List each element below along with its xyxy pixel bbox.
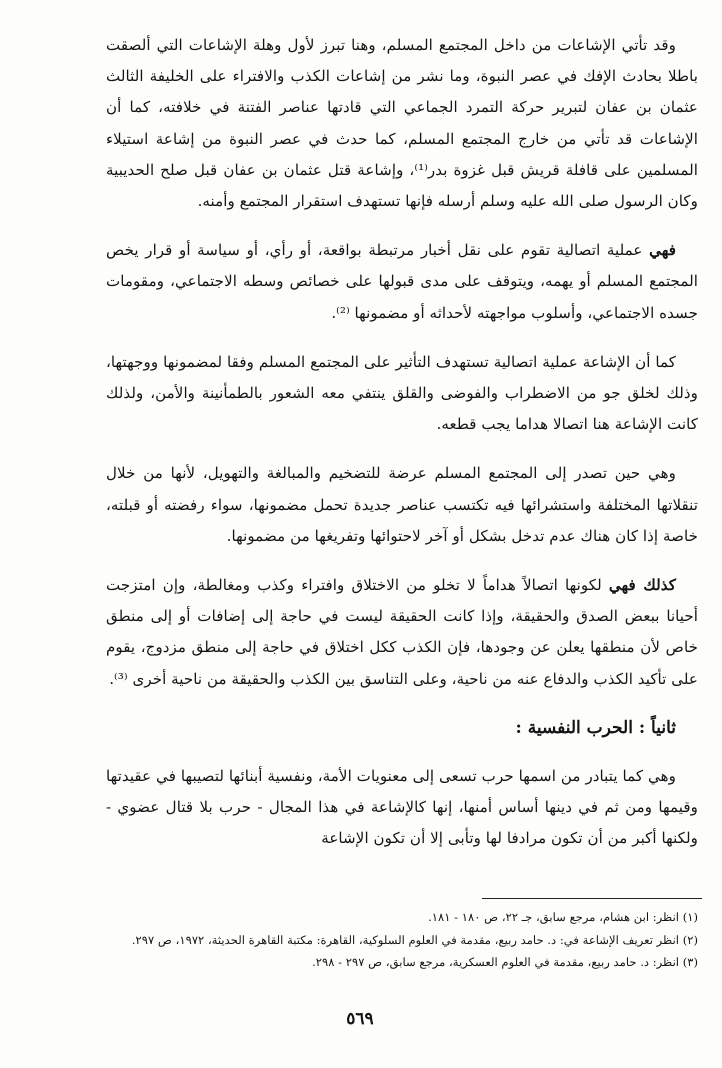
paragraph-rumor-amplification bbox=[106, 458, 698, 552]
paragraph-text: وهي كما يتبادر من اسمها حرب تسعى إلى معنويات الأمة، ونفسية أبنائها لتصيبها في عقيدتها وقيمها ومن ثم في دينها أساس أمنها، إنها كالإشاعة في هذا المجال - حرب بلا قتال عضوي - ولكنها أكبر من أن تكون مرادفا لها وتأبى إلا أن تكون الإشاعة bbox=[106, 766, 698, 848]
main-text bbox=[106, 30, 698, 872]
paragraph-psychological-war bbox=[106, 761, 698, 855]
footnote-3: (٣) انظر: د. حامد ربيع، مقدمة في العلوم العسكرية، مرجع سابق، ص ٢٩٧ - ٢٩٨. bbox=[312, 955, 698, 969]
paragraph-text: وهي حين تصدر إلى المجتمع المسلم عرضة للتضخيم والمبالغة والتهويل، لأنها من خلال تنقلاتها المختلفة واستشرائها فيه تكتسب عناصر جديدة تحمل مضمونها، سواء رفضته أو قبلته، خاصة إذا كان هناك عدم تدخل بشكل أو آخر لاحتوائها وتفريغها من مضمونها. bbox=[106, 464, 698, 545]
page-number: ٥٦٩ bbox=[346, 1009, 374, 1029]
paragraph-text: وقد تأتي الإشاعات من داخل المجتمع المسلم، وهنا تبرز لأول وهلة الإشاعات التي ألصقت باطلا بحادث الإفك في عصر النبوة، وما نشر من إشاعات الكذب والافتراء على الخليفة الثالث عثمان بن عفان لتبرير حركة التمرد الجماعي التي قادتها عناصر الفتنة في خلافته، كما أن الإشاعات قد تأتي من خارج المجتمع المسلم، كما حدث في عصر النبوة من إشاعة استيلاء المسلمين على قافلة قريش قبل غزوة بدر⁽¹⁾، وإشاعة قتل عثمان بن عفان قبل صلح الحديبية وكان الرسول صلى الله عليه وسلم أرسله فإنها تستهدف استقرار المجتمع وأمنه. bbox=[106, 36, 698, 211]
paragraph-lead: فهي bbox=[649, 241, 676, 260]
paragraph-text: كما أن الإشاعة عملية اتصالية تستهدف التأثير على المجتمع المسلم وفقا لمضمونها ووجهتها، وذلك لخلق جو من الاضطراب والفوضى والقلق ينتفي معه الشعور بالطمأنينة والأمن، ولذلك كانت الإشاعة هنا اتصالا هداما يجب قطعه. bbox=[106, 352, 698, 434]
paragraph-text: لكونها اتصالاً هداماً لا تخلو من الاختلاق وافتراء وكذب ومغالطة، وإن امتزجت أحيانا ببعض الصدق والحقيقة، وإذا كانت الحقيقة ليست في حاجة إلى إضافات أو إلى منطق خاص لأن منطقها يعلن عن وجودها، فإن الكذب ككل اختلاق في حاجة إلى منطق مزدوج، يقوم على تأكيد الكذب والدفاع عنه من ناحية، وعلى التناسق بين الكذب والحقيقة من ناحية أخرى ⁽³⁾. bbox=[106, 576, 698, 688]
footnotes bbox=[106, 906, 698, 974]
footnote-divider bbox=[482, 898, 702, 899]
footnote-2: (٢) انظر تعريف الإشاعة في: د. حامد ربيع، مقدمة في العلوم السلوكية، القاهرة: مكتبة القاهرة الحديثة، ١٩٧٢، ص ٢٩٧. bbox=[131, 932, 698, 947]
footnote-1: (١) انظر: ابن هشام، مرجع سابق، جـ ٢٢، ص ١٨٠ - ١٨١. bbox=[428, 910, 698, 924]
paragraph-rumor-definition bbox=[106, 235, 698, 329]
paragraph-rumor-communication bbox=[106, 347, 698, 441]
paragraph-lead: كذلك فهي bbox=[608, 576, 676, 595]
paragraph-rumors-origin bbox=[106, 30, 698, 217]
paragraph-rumor-fabrication bbox=[106, 570, 698, 695]
paragraph-text: عملية اتصالية تقوم على نقل أخبار مرتبطة بواقعة، أو رأي، أو سياسة أو قرار يخص المجتمع المسلم أو يهمه، ويتوقف على مدى قبولها على خصائص وسطه الاجتماعي، ومقومات جسده الاجتماعي، وأسلوب مواجهته لأحداثه أو مضمونها ⁽²⁾. bbox=[106, 241, 698, 322]
section-heading: ثانياً : الحرب النفسية : bbox=[515, 717, 676, 738]
